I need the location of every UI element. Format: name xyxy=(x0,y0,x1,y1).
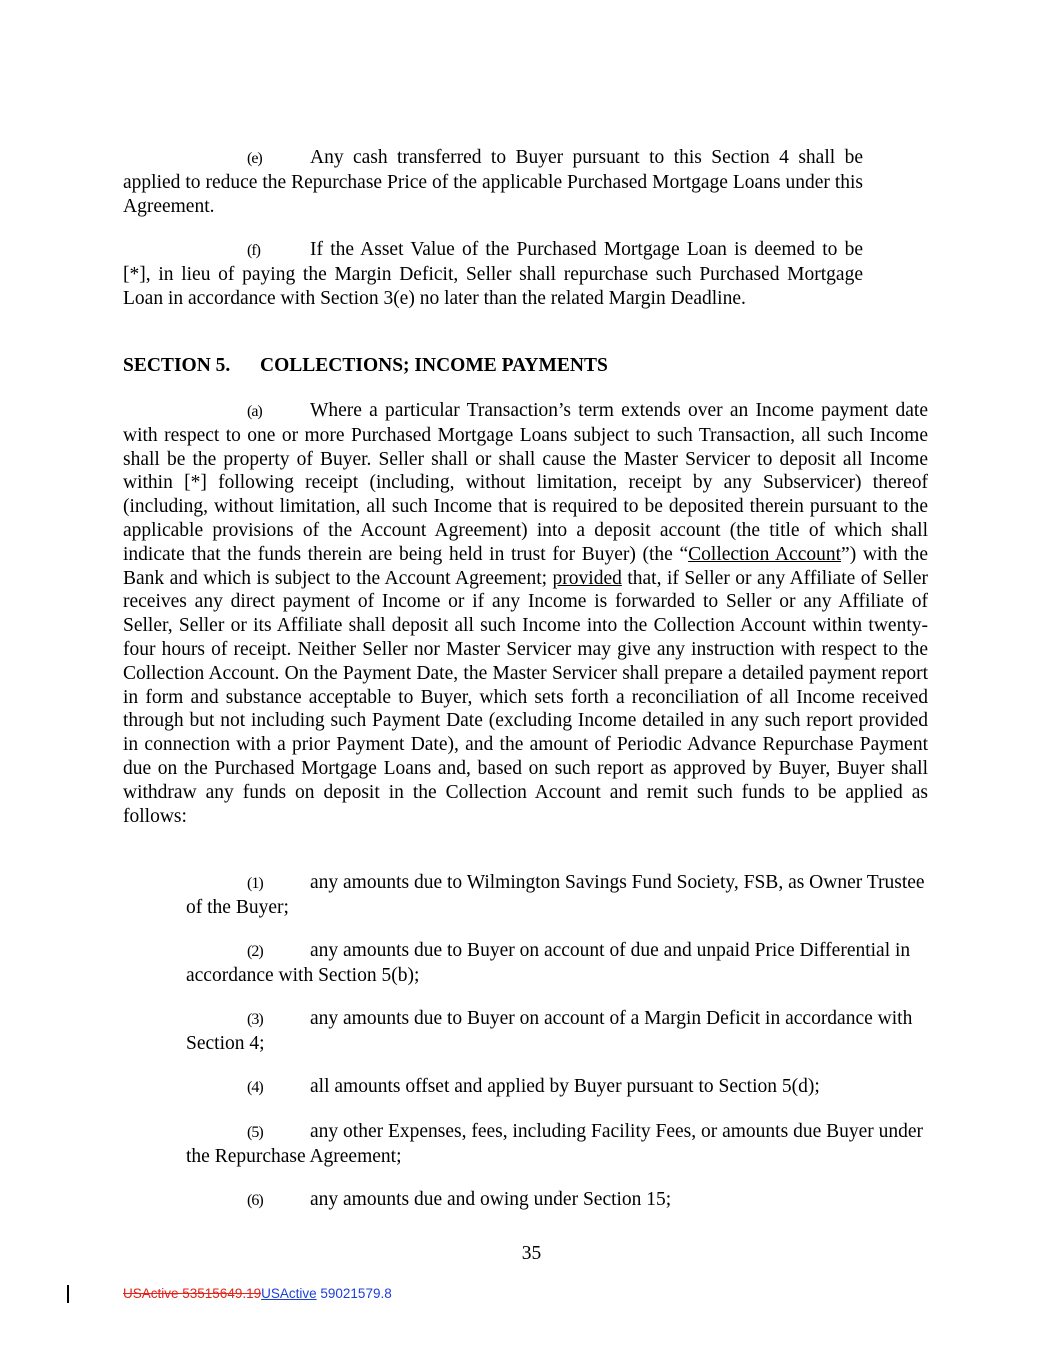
section-heading xyxy=(123,354,923,378)
item-number: (1) xyxy=(247,875,263,892)
paragraph-number: (f) xyxy=(247,242,260,259)
item-text: any amounts due and owing under Section 15; xyxy=(310,1189,672,1210)
paragraph-number: (e) xyxy=(247,150,262,167)
item-number: (2) xyxy=(247,943,263,960)
deleted-doc-id: USActive 53515649.19 xyxy=(123,1286,262,1301)
list-item-5 xyxy=(186,1120,928,1169)
item-text: any amounts due to Wilmington Savings Fund Society, FSB, as Owner Trustee of the Buyer; xyxy=(186,872,925,918)
list-item-6 xyxy=(186,1188,928,1213)
paragraph-text-part: Where a particular Transaction’s term extends over an Income payment date with respect to one or more Purchased Mortgage Loans subject to such Transaction, all such Income shall be the property of Buyer. Seller shall or shall cause the Master Servicer to deposit all Income within [*] following receipt (including, without limitation, receipt by any Subservicer) thereof (including, without limitation, all such Income that is required to be deposited therein pursuant to the applicable provisions of the Account Agreement) into a deposit account (the title of which shall indicate that the funds therein are being held in trust for Buyer) (the “ xyxy=(123,400,928,565)
item-number: (6) xyxy=(247,1192,263,1209)
inserted-doc-link[interactable]: USActive xyxy=(261,1286,317,1301)
paragraph-e xyxy=(123,146,863,218)
list-item-4 xyxy=(186,1075,928,1100)
page-number: 35 xyxy=(521,1243,542,1264)
document-footer-id xyxy=(123,1286,392,1301)
section-title: COLLECTIONS; INCOME PAYMENTS xyxy=(260,355,608,376)
paragraph-text: If the Asset Value of the Purchased Mortgage Loan is deemed to be [*], in lieu of paying the Margin Deficit, Seller shall repurchase such Purchased Mortgage Loan in accordance with Section 3(e) no later than the related Margin Deadline. xyxy=(123,239,863,309)
paragraph-f xyxy=(123,238,863,310)
change-bar xyxy=(67,1285,69,1303)
item-text: any other Expenses, fees, including Facility Fees, or amounts due Buyer under the Repurchase Agreement; xyxy=(186,1121,924,1167)
item-number: (4) xyxy=(247,1079,263,1096)
list-item-3 xyxy=(186,1007,928,1056)
item-number: (3) xyxy=(247,1011,263,1028)
item-text: any amounts due to Buyer on account of a Margin Deficit in accordance with Section 4; xyxy=(186,1008,913,1054)
provided-term: provided xyxy=(552,567,622,589)
list-item-1 xyxy=(186,871,928,920)
list-item-2 xyxy=(186,939,928,988)
paragraph-text-part: ”) with the Bank and which is subject to the Account Agreement; xyxy=(123,543,928,589)
item-text: all amounts offset and applied by Buyer pursuant to Section 5(d); xyxy=(310,1076,820,1097)
item-number: (5) xyxy=(247,1124,263,1141)
paragraph-text: Any cash transferred to Buyer pursuant to this Section 4 shall be applied to reduce the Repurchase Price of the applicable Purchased Mortgage Loans under this Agreement. xyxy=(123,147,863,217)
paragraph-a xyxy=(123,399,928,828)
section-number: SECTION 5. xyxy=(123,355,231,376)
item-text: any amounts due to Buyer on account of due and unpaid Price Differential in accordance with Section 5(b); xyxy=(186,940,911,986)
inserted-doc-id: 59021579.8 xyxy=(316,1286,392,1301)
paragraph-number: (a) xyxy=(247,403,262,420)
paragraph-text-part: that, if Seller or any Affiliate of Seller receives any direct payment of Income or if any Income is forwarded to Seller or any Affiliate of Seller, Seller or its Affiliate shall deposit all such Income into the Collection Account within twenty-four hours of receipt. Neither Seller nor Master Servicer may give any instruction with respect to the Collection Account. On the Payment Date, the Master Servicer shall prepare a detailed payment report in form and substance acceptable to Buyer, which sets forth a reconciliation of all Income received through but not including such Payment Date (excluding Income detailed in any such report provided in connection with a prior Payment Date), and the amount of Periodic Advance Repurchase Payment due on the Purchased Mortgage Loans and, based on such report as approved by Buyer, Buyer shall withdraw any funds on deposit in the Collection Account and remit such funds to be applied as follows: xyxy=(123,567,929,827)
defined-term-collection-account: Collection Account xyxy=(688,543,842,565)
